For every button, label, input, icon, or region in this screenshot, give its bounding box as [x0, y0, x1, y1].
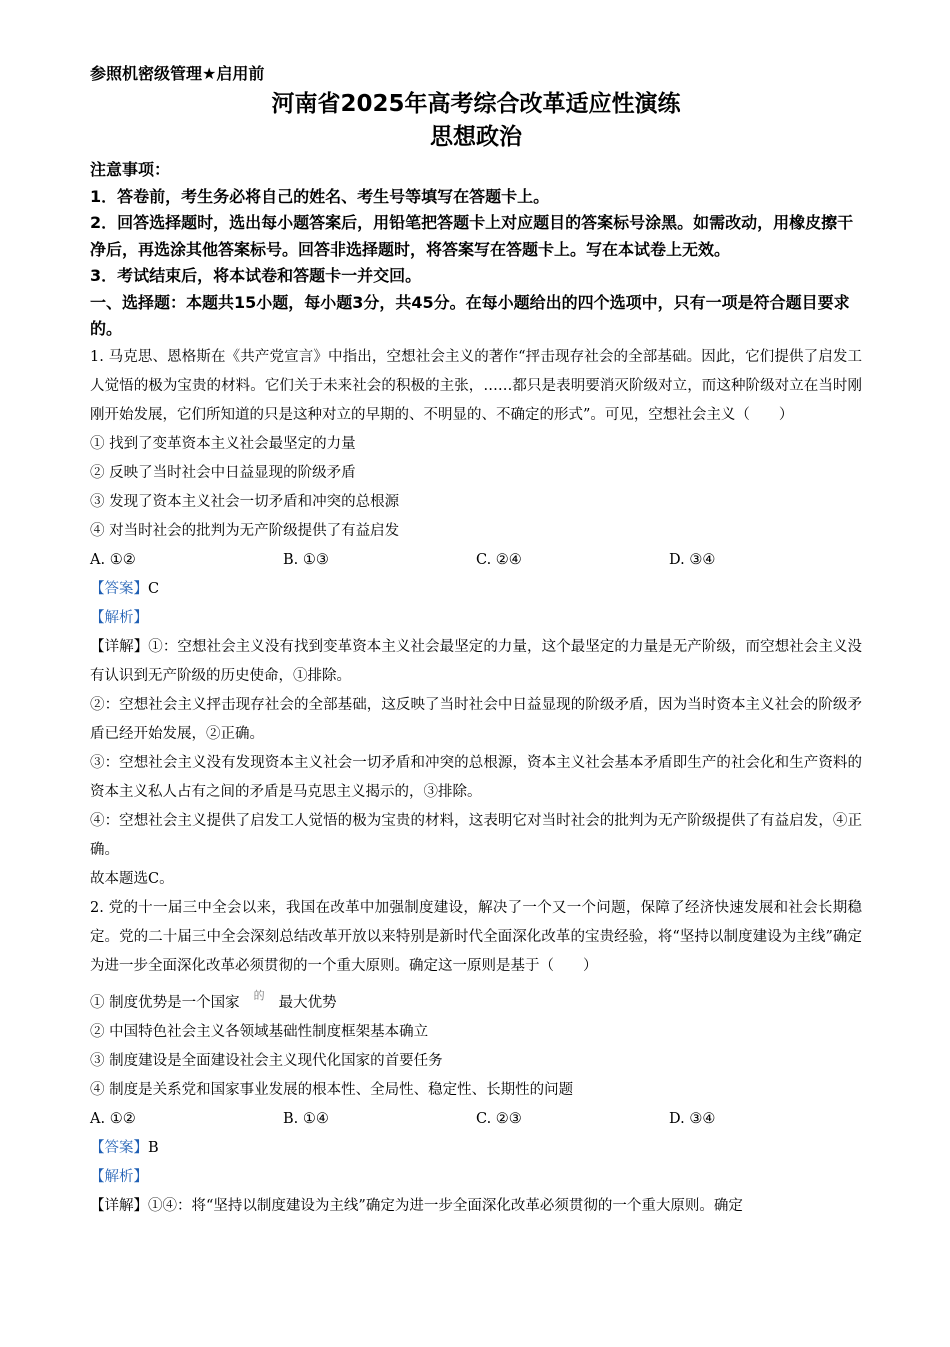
- question-2-option-3: ③ 制度建设是全面建设社会主义现代化国家的首要任务: [90, 1052, 443, 1069]
- notice-item-3: 3．考试结束后，将本试卷和答题卡一并交回。: [90, 266, 422, 285]
- detail-text: ①④：将“坚持以制度建设为主线”确定为进一步全面深化改革必须贯彻的一个重大原则。确定: [148, 1197, 743, 1214]
- question-1-choices: [90, 546, 862, 575]
- question-2-answer: [90, 1134, 862, 1163]
- question-1-answer: [90, 575, 862, 604]
- question-1-detail-1: [90, 633, 862, 691]
- exam-page: [90, 62, 862, 1221]
- answer-tag: 【答案】: [90, 580, 148, 597]
- notice-item-1: 1．答卷前，考生务必将自己的姓名、考生号等填写在答题卡上。: [90, 186, 550, 206]
- answer-value: B: [148, 1139, 159, 1156]
- question-2-analysis: [90, 1163, 862, 1192]
- question-1-detail-3: ③：空想社会主义没有发现资本主义社会一切矛盾和冲突的总根源，资本主义社会基本矛盾即生产的社会化和生产资料的资本主义私人占有之间的矛盾是马克思主义揭示的，③排除。: [90, 754, 862, 800]
- analysis-tag: 【解析】: [90, 1168, 148, 1185]
- question-1-option-2: ② 反映了当时社会中日益显现的阶级矛盾: [90, 464, 356, 481]
- choice-c: C. ②④: [476, 551, 522, 568]
- question-2-detail-1: [90, 1192, 862, 1221]
- detail-tag: 【详解】: [90, 638, 149, 655]
- answer-value: C: [148, 580, 160, 597]
- choice-d: D. ③④: [669, 551, 716, 568]
- analysis-tag: 【解析】: [90, 609, 148, 626]
- question-2-option-4: ④ 制度是关系党和国家事业发展的根本性、全局性、稳定性、长期性的问题: [90, 1081, 574, 1098]
- choice-b: B. ①③: [283, 551, 329, 568]
- detail-tag: 【详解】: [90, 1197, 148, 1214]
- notice-item-2: 2．回答选择题时，选出每小题答案后，用铅笔把答题卡上对应题目的答案标号涂黑。如需改动，用橡皮擦干净后，再选涂其他答案标号。回答非选择题时，将答案写在答题卡上。写在本试卷上无效。: [90, 213, 854, 259]
- option-1-start: ① 制度优势是一个国家: [90, 994, 240, 1011]
- question-1-detail-2: ②：空想社会主义抨击现存社会的全部基础，这反映了当时社会中日益显现的阶级矛盾，因为当时资本主义社会的阶级矛盾已经开始发展，②正确。: [90, 696, 862, 742]
- option-1-end: 最大优势: [278, 994, 337, 1011]
- question-2-choices: [90, 1105, 862, 1134]
- question-2-stem: 2. 党的十一届三中全会以来，我国在改革中加强制度建设，解决了一个又一个问题，保障了经济快速发展和社会长期稳定。党的二十届三中全会深刻总结改革开放以来特别是新时代全面深化改革的宝贵经验，将“坚持以制度建设为主线”确定为进一步全面深化改革必须贯彻的一个重大原则。确定这一原则是基于（ ）: [90, 899, 862, 974]
- choice-b: B. ①④: [283, 1110, 329, 1127]
- question-1-analysis: [90, 604, 862, 633]
- question-1-option-4: ④ 对当时社会的批判为无产阶级提供了有益启发: [90, 522, 400, 539]
- detail-text: ①：空想社会主义没有找到变革资本主义社会最坚定的力量，这个最坚定的力量是无产阶级，而空想社会主义没有认识到无产阶级的历史使命，①排除。: [90, 638, 863, 684]
- question-2-option-1: [90, 981, 862, 1018]
- choice-d: D. ③④: [669, 1110, 716, 1127]
- question-1-stem: 1. 马克思、恩格斯在《共产党宣言》中指出，空想社会主义的著作“抨击现存社会的全部基础。因此，它们提供了启发工人觉悟的极为宝贵的材料。它们关于未来社会的积极的主张，……都只是表明要消灭阶级对立，而这种阶级对立在当时刚刚开始发展，它们所知道的只是这种对立的早期的、不明显的、不确定的形式”。可见，空想社会主义（ ）: [90, 348, 862, 423]
- question-1-detail-4: ④：空想社会主义提供了启发工人觉悟的极为宝贵的材料，这表明它对当时社会的批判为无产阶级提供了有益启发，④正确。: [90, 812, 862, 858]
- answer-tag: 【答案】: [90, 1139, 148, 1156]
- question-1-conclusion: 故本题选C。: [90, 870, 174, 887]
- section-heading: 一、选择题：本题共15小题，每小题3分，共45分。在每小题给出的四个选项中，只有一项是符合题目要求的。: [90, 292, 850, 338]
- stray-mark: 的: [253, 988, 265, 1002]
- exam-title: 河南省2025年高考综合改革适应性演练: [271, 91, 681, 117]
- exam-subject: 思想政治: [430, 124, 522, 150]
- choice-c: C. ②③: [476, 1110, 522, 1127]
- choice-a: A. ①②: [90, 1110, 136, 1127]
- secret-label: 参照机密级管理★启用前: [90, 64, 265, 83]
- choice-a: A. ①②: [90, 551, 136, 568]
- question-2-option-2: ② 中国特色社会主义各领域基础性制度框架基本确立: [90, 1023, 429, 1040]
- question-1-option-1: ① 找到了变革资本主义社会最坚定的力量: [90, 435, 356, 452]
- notice-heading: 注意事项：: [90, 160, 171, 179]
- question-1-option-3: ③ 发现了资本主义社会一切矛盾和冲突的总根源: [90, 493, 400, 510]
